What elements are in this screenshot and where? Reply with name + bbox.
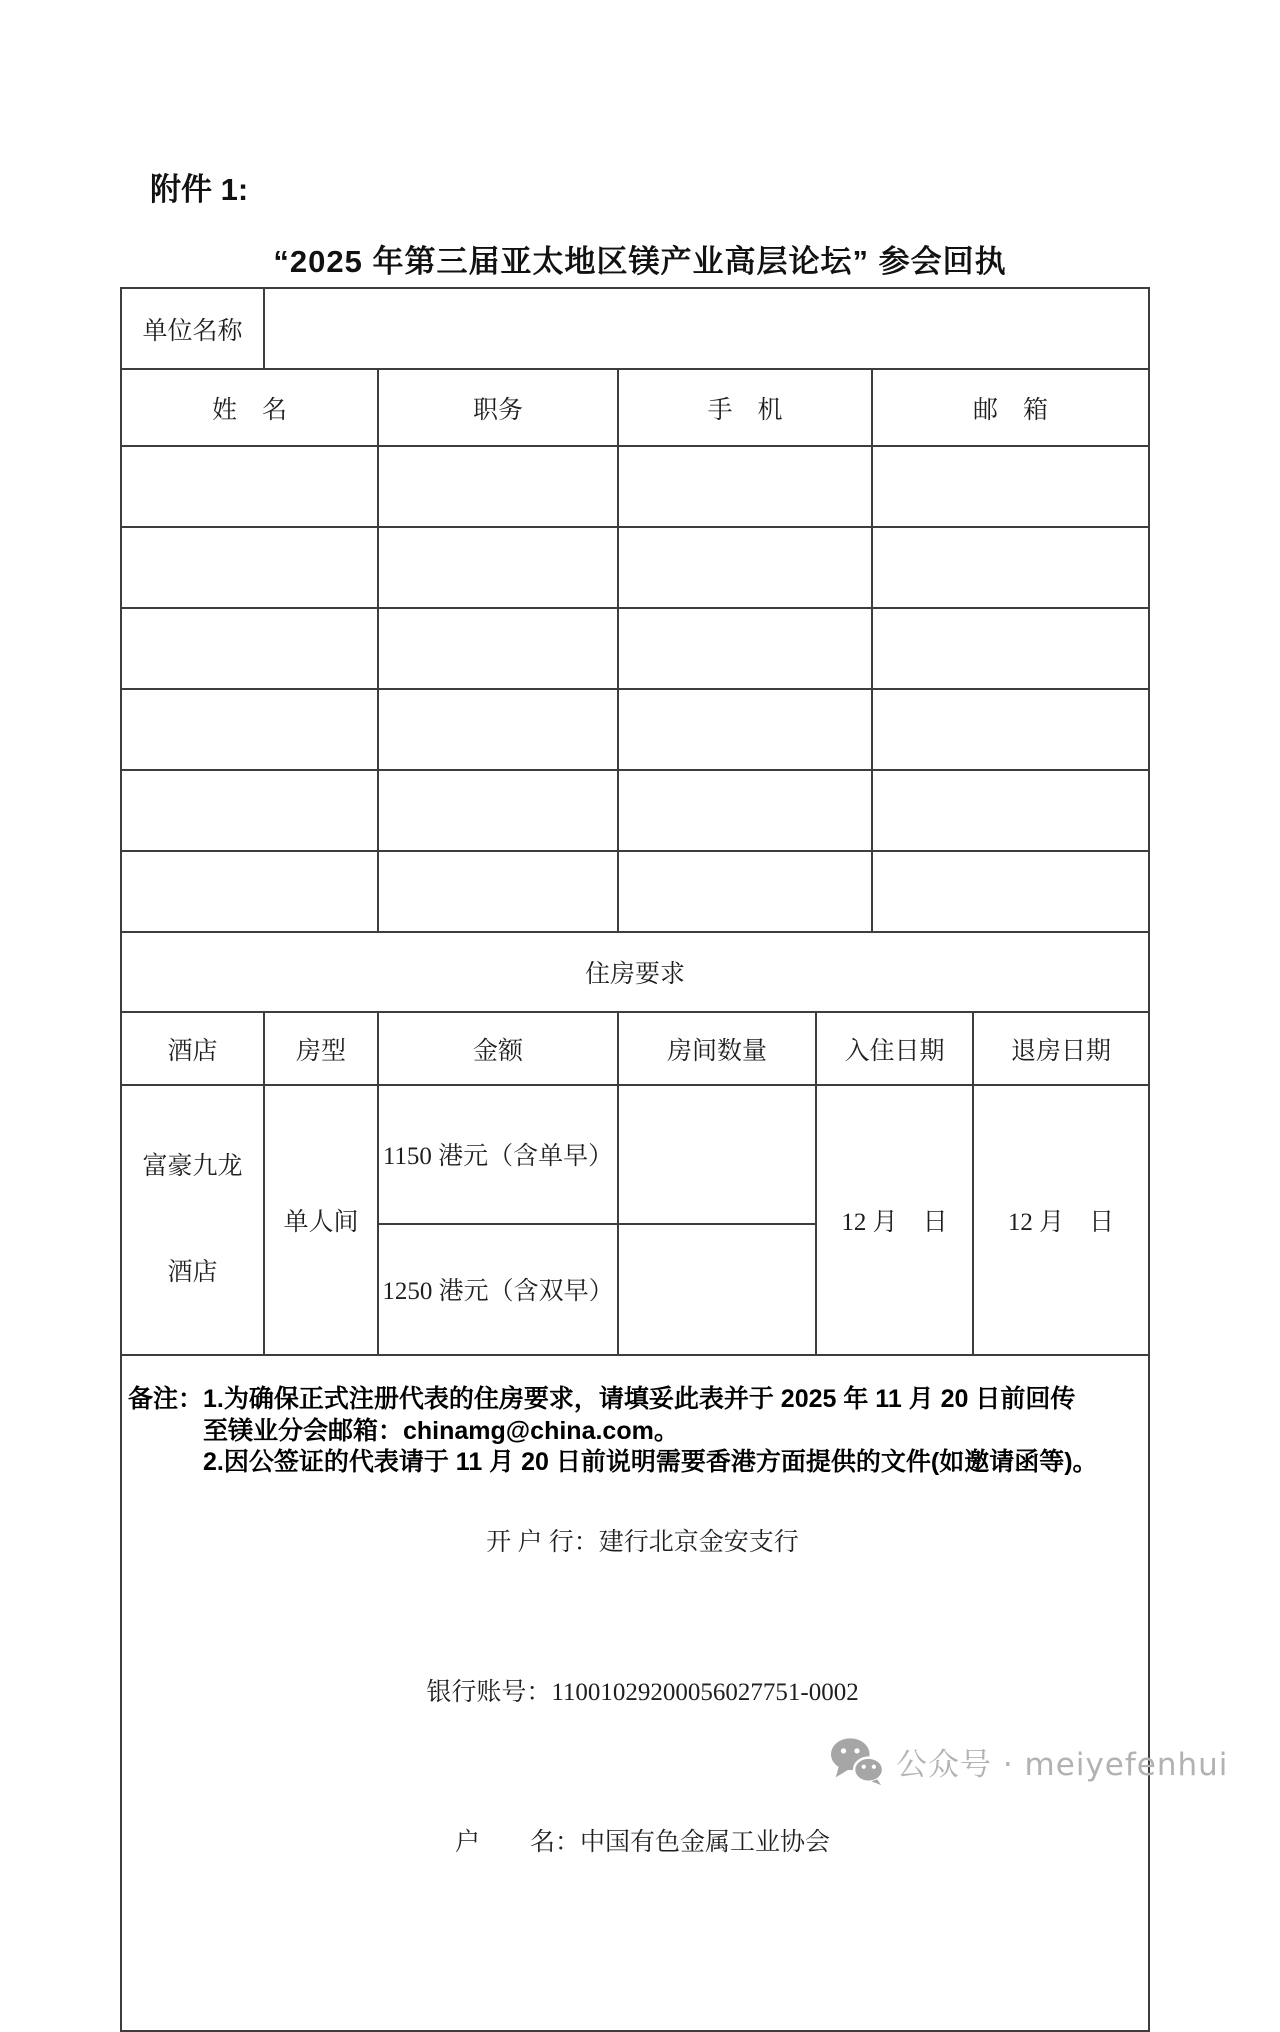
attendee-empty-row: [121, 446, 1149, 527]
column-header-position: 职务: [378, 369, 618, 446]
column-header-room-count: 房间数量: [618, 1012, 816, 1085]
price-option-1-cell: 1150 港元（含单早）: [378, 1085, 618, 1224]
watermark-text: 公众号 · meiyefenhui: [896, 1746, 1229, 1783]
note-line-2: 至镁业分会邮箱：chinamg@china.com。: [203, 1417, 679, 1445]
checkout-date-cell: 12 月 日: [973, 1085, 1149, 1355]
attendee-empty-row: [121, 689, 1149, 770]
attendee-empty-cell: [618, 851, 872, 932]
column-header-room-type: 房型: [264, 1012, 378, 1085]
attendee-empty-cell: [618, 689, 872, 770]
attendee-empty-cell: [618, 527, 872, 608]
hotel-data-row-1: [121, 1085, 1149, 1224]
attendee-empty-cell: [121, 527, 378, 608]
hotel-name-cell: [121, 1085, 264, 1355]
attendee-empty-cell: [378, 851, 618, 932]
room-count-cell-2: [618, 1224, 816, 1355]
attendee-empty-row: [121, 770, 1149, 851]
note-line-1: 备注：1.为确保正式注册代表的住房要求，请填妥此表并于 2025 年 11 月 20 日前回传: [128, 1385, 1076, 1413]
attendee-empty-cell: [872, 527, 1149, 608]
attendee-empty-cell: [378, 689, 618, 770]
hotel-header-row: [121, 1012, 1149, 1085]
attendee-header-row: [121, 369, 1149, 446]
attendee-empty-row: [121, 851, 1149, 932]
unit-name-value-cell: [264, 288, 1149, 369]
attendee-empty-cell: [872, 770, 1149, 851]
attachment-label: 附件 1:: [150, 172, 249, 207]
column-header-name: 姓 名: [121, 369, 378, 446]
attendee-empty-row: [121, 527, 1149, 608]
column-header-mobile: 手 机: [618, 369, 872, 446]
price-option-2-cell: 1250 港元（含双早）: [378, 1224, 618, 1355]
attendee-empty-cell: [121, 851, 378, 932]
attendee-empty-cell: [378, 608, 618, 689]
column-header-amount: 金额: [378, 1012, 618, 1085]
unit-name-row: [121, 288, 1149, 369]
attendee-empty-cell: [121, 770, 378, 851]
checkin-date-cell: 12 月 日: [816, 1085, 973, 1355]
attendee-empty-cell: [618, 446, 872, 527]
attendee-empty-cell: [378, 527, 618, 608]
column-header-hotel: 酒店: [121, 1012, 264, 1085]
attendee-empty-cell: [378, 770, 618, 851]
room-type-cell: 单人间: [264, 1085, 378, 1355]
bank-holder-line: 户 名：中国有色金属工业协会: [455, 1829, 831, 1856]
column-header-email: 邮 箱: [872, 369, 1149, 446]
attendee-empty-cell: [872, 608, 1149, 689]
attendee-empty-cell: [872, 851, 1149, 932]
hotel-name-line2: 酒店: [167, 1259, 218, 1286]
attendee-empty-cell: [872, 446, 1149, 527]
attendee-empty-row: [121, 608, 1149, 689]
bank-account-line: 银行账号：11001029200056027751-0002: [426, 1679, 859, 1706]
page-title: “2025 年第三届亚太地区镁产业高层论坛” 参会回执: [273, 244, 1007, 279]
wechat-watermark: [830, 1736, 1228, 1786]
bank-name-line: 开 户 行：建行北京金安支行: [486, 1529, 799, 1556]
attendee-empty-cell: [872, 689, 1149, 770]
room-count-cell-1: [618, 1085, 816, 1224]
column-header-checkin: 入住日期: [816, 1012, 973, 1085]
attendee-empty-cell: [121, 689, 378, 770]
unit-name-label: 单位名称: [121, 288, 264, 369]
housing-section-title: 住房要求: [121, 932, 1149, 1012]
attendee-empty-cell: [378, 446, 618, 527]
attendee-empty-cell: [121, 446, 378, 527]
note-line-3: 2.因公签证的代表请于 11 月 20 日前说明需要香港方面提供的文件(如邀请函等)。: [203, 1448, 1098, 1476]
attendee-empty-cell: [121, 608, 378, 689]
housing-section-row: [121, 932, 1149, 1012]
hotel-name-line1: 富豪九龙: [142, 1153, 243, 1180]
attendee-empty-cell: [618, 608, 872, 689]
column-header-checkout: 退房日期: [973, 1012, 1149, 1085]
attendee-empty-cell: [618, 770, 872, 851]
wechat-icon: [830, 1736, 884, 1786]
